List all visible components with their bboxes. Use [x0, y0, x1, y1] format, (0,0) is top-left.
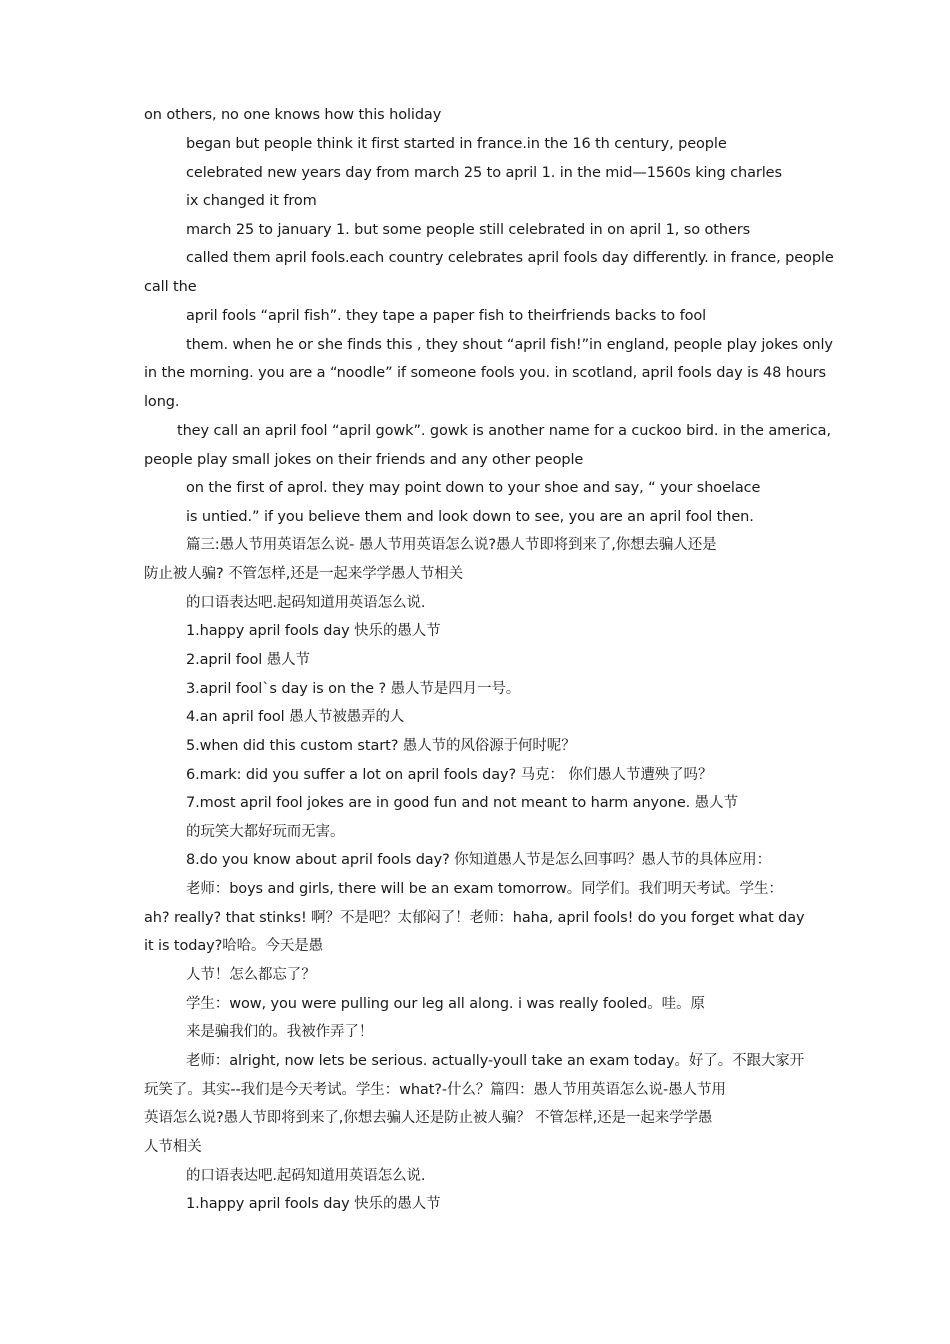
- text-line: ix changed it from: [186, 193, 317, 209]
- text-line: 英语怎么说?愚人节即将到来了,你想去骗人还是防止被人骗？ 不管怎样,还是一起来学学愚: [144, 1110, 713, 1126]
- text-line: they call an april fool “april gowk”. gowk is another name for a cuckoo bird. in the america,: [177, 423, 831, 439]
- text-line: in the morning. you are a “noodle” if someone fools you. in scotland, april fools day is 48 hours: [144, 365, 826, 381]
- text-line: is untied.” if you believe them and look down to see, you are an april fool then.: [186, 509, 754, 525]
- text-line: 3.april fool`s day is on the ? 愚人节是四月一号。: [186, 681, 521, 697]
- text-line: 2.april fool 愚人节: [186, 652, 310, 668]
- text-line: 防止被人骗? 不管怎样,还是一起来学学愚人节相关: [144, 566, 464, 582]
- text-line: 的玩笑大都好玩而无害。: [186, 824, 345, 840]
- text-line: 来是骗我们的。我被作弄了！: [186, 1024, 374, 1040]
- text-line: celebrated new years day from march 25 to april 1. in the mid—1560s king charles: [186, 165, 782, 181]
- text-line: 老师：alright, now lets be serious. actually-youll take an exam today。好了。不跟大家开: [186, 1053, 805, 1069]
- text-line: 的口语表达吧.起码知道用英语怎么说.: [186, 1168, 426, 1184]
- text-line: them. when he or she finds this , they shout “april fish!”in england, people play jokes only: [186, 337, 833, 353]
- text-line: began but people think it first started in france.in the 16 th century, people: [186, 136, 727, 152]
- text-line: it is today?哈哈。今天是愚: [144, 938, 324, 954]
- text-line: 篇三:愚人节用英语怎么说- 愚人节用英语怎么说?愚人节即将到来了,你想去骗人还是: [186, 537, 717, 553]
- text-line: 8.do you know about april fools day? 你知道愚人节是怎么回事吗？愚人节的具体应用：: [186, 852, 771, 868]
- text-line: march 25 to january 1. but some people still celebrated in on april 1, so others: [186, 222, 751, 238]
- text-line: 7.most april fool jokes are in good fun and not meant to harm anyone. 愚人节: [186, 795, 738, 811]
- text-line: long.: [144, 394, 180, 410]
- text-line: called them april fools.each country celebrates april fools day differently. in france, people: [186, 250, 834, 266]
- text-line: call the: [144, 279, 197, 295]
- text-line: 5.when did this custom start? 愚人节的风俗源于何时呢？: [186, 738, 576, 754]
- text-line: 1.happy april fools day 快乐的愚人节: [186, 623, 441, 639]
- text-line: 老师：boys and girls, there will be an exam tomorrow。同学们。我们明天考试。学生：: [186, 881, 783, 897]
- text-line: 4.an april fool 愚人节被愚弄的人: [186, 709, 405, 725]
- text-line: 学生：wow, you were pulling our leg all along. i was really fooled。哇。原: [186, 996, 705, 1012]
- text-line: 的口语表达吧.起码知道用英语怎么说.: [186, 595, 426, 611]
- text-line: 人节相关: [144, 1139, 202, 1155]
- text-line: 6.mark: did you suffer a lot on april fools day? 马克： 你们愚人节遭殃了吗？: [186, 767, 713, 783]
- text-line: ah? really? that stinks! 啊？不是吧？太郁闷了！老师：haha, april fools! do you forget what day: [144, 910, 805, 926]
- text-line: 1.happy april fools day 快乐的愚人节: [186, 1196, 441, 1212]
- text-line: on the first of aprol. they may point down to your shoe and say, “ your shoelace: [186, 480, 761, 496]
- text-line: people play small jokes on their friends and any other people: [144, 452, 584, 468]
- text-line: on others, no one knows how this holiday: [144, 107, 442, 123]
- text-line: 人节！怎么都忘了？: [186, 967, 316, 983]
- text-line: april fools “april fish”. they tape a paper fish to theirfriends backs to fool: [186, 308, 707, 324]
- text-line: 玩笑了。其实--我们是今天考试。学生：what?-什么？篇四：愚人节用英语怎么说-愚人节用: [144, 1082, 726, 1098]
